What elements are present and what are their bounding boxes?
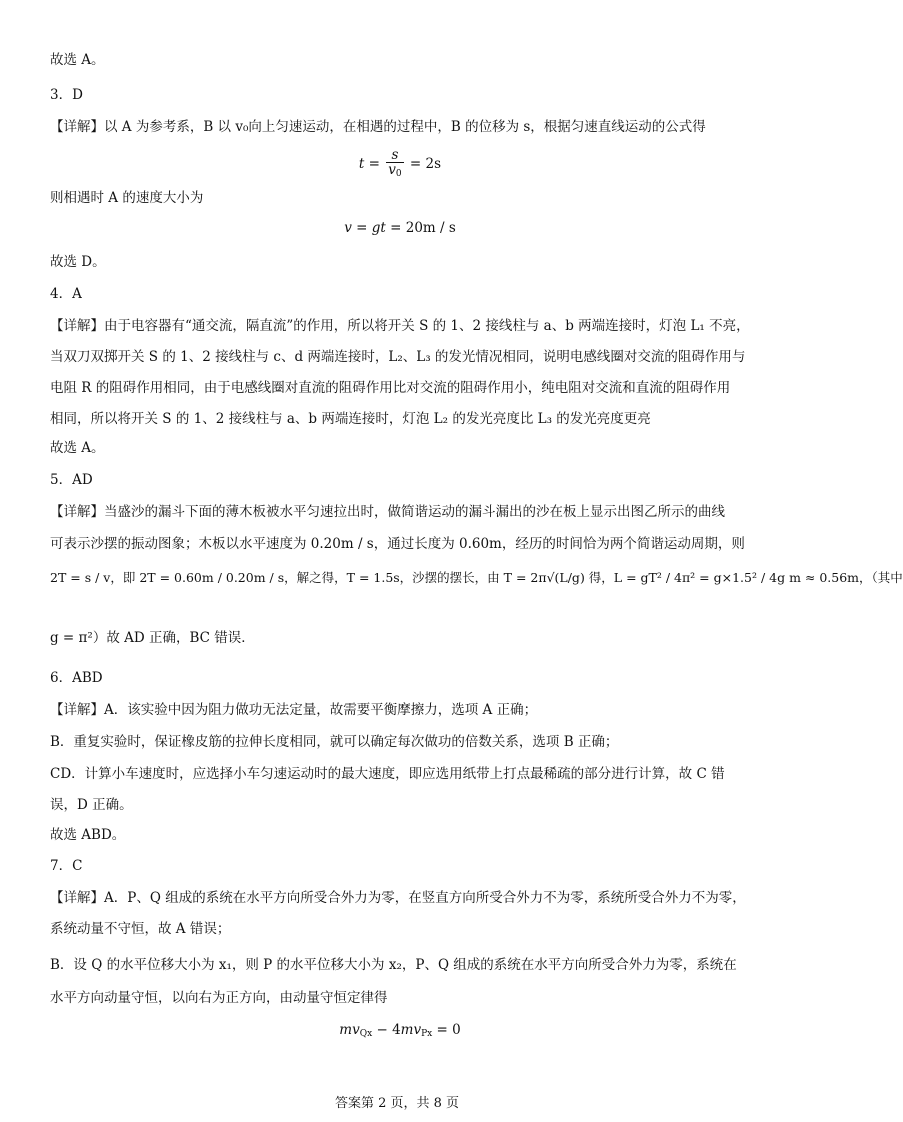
question-3-conclusion: 故选 D。 bbox=[50, 254, 106, 270]
question-5-detail-4: g = π²）故 AD 正确，BC 错误． bbox=[50, 630, 255, 646]
question-6-conclusion: 故选 ABD。 bbox=[50, 827, 126, 843]
question-6-option-a: 【详解】A．该实验中因为阻力做功无法定量，故需要平衡摩擦力，选项 A 正确； bbox=[50, 702, 538, 718]
question-6-option-cd-1: CD．计算小车速度时，应选择小车匀速运动时的最大速度，即应选用纸带上打点最稀疏的部分进行计算，故 C 错 bbox=[50, 766, 725, 782]
question-4-detail-4: 相同，所以将开关 S 的 1、2 接线柱与 a、b 两端连接时，灯泡 L₂ 的发光亮度比 L₃ 的发光亮度更亮 bbox=[50, 411, 651, 427]
page-footer: 答案第 2 页，共 8 页 bbox=[334, 1096, 460, 1111]
question-3-equation-1: t = $\frac{s}{v_0}$ = 2s bbox=[358, 147, 442, 179]
question-6-option-cd-2: 误，D 正确。 bbox=[50, 797, 133, 813]
question-7-equation: $mv_{Qx} - 4mv_{Px} = 0$ bbox=[339, 1022, 461, 1039]
question-3-answer: 3．D bbox=[50, 87, 83, 103]
question-7-option-b-2: 水平方向动量守恒，以向右为正方向，由动量守恒定律得 bbox=[50, 990, 388, 1006]
question-6-option-b: B．重复实验时，保证橡皮筋的拉伸长度相同，就可以确定每次做功的倍数关系，选项 B 正确； bbox=[50, 734, 619, 750]
question-4-answer: 4．A bbox=[50, 286, 82, 302]
question-3-detail: 【详解】以 A 为参考系，B 以 v₀向上匀速运动，在相遇的过程中，B 的位移为 s，根据匀速直线运动的公式得 bbox=[50, 119, 706, 135]
question-7-option-a-2: 系统动量不守恒，故 A 错误； bbox=[50, 921, 231, 937]
question-5-detail-2: 可表示沙摆的振动图象；木板以水平速度为 0.20m / s，通过长度为 0.60m，经历的时间恰为两个简谐运动周期，则 bbox=[50, 536, 745, 552]
question-5-answer: 5．AD bbox=[50, 472, 93, 488]
question-4-detail-2: 当双刀双掷开关 S 的 1、2 接线柱与 c、d 两端连接时，L₂、L₃ 的发光情况相同，说明电感线圈对交流的阻碍作用与 bbox=[50, 349, 746, 365]
question-7-option-b-1: B．设 Q 的水平位移大小为 x₁，则 P 的水平位移大小为 x₂，P、Q 组成的系统在水平方向所受合外力为零，系统在 bbox=[50, 957, 737, 973]
question-5-detail-3: 2T = s / v，即 2T = 0.60m / 0.20m / s，解之得，T = 1.5s，沙摆的摆长，由 T = 2π√(L/g) 得，L = gT² / 4π² = g×1.5² / 4g m ≈ 0.56m，（其中 bbox=[50, 570, 903, 585]
question-6-answer: 6．ABD bbox=[50, 670, 103, 686]
question-4-conclusion: 故选 A。 bbox=[50, 440, 105, 456]
question-4-detail-3: 电阻 R 的阻碍作用相同，由于电感线圈对直流的阻碍作用比对交流的阻碍作用小，纯电阻对交流和直流的阻碍作用 bbox=[50, 380, 731, 396]
question-4-detail-1: 【详解】由于电容器有“通交流，隔直流”的作用，所以将开关 S 的 1、2 接线柱与 a、b 两端连接时，灯泡 L₁ 不亮， bbox=[50, 318, 750, 334]
conclusion-line: 故选 A。 bbox=[50, 52, 105, 68]
question-5-detail-1: 【详解】当盛沙的漏斗下面的薄木板被水平匀速拉出时，做简谐运动的漏斗漏出的沙在板上显示出图乙所示的曲线 bbox=[50, 504, 725, 520]
question-3-equation-2: v = gt = 20m / s bbox=[344, 220, 456, 236]
question-3-middle: 则相遇时 A 的速度大小为 bbox=[50, 190, 204, 206]
question-7-answer: 7．C bbox=[50, 858, 83, 874]
question-7-option-a-1: 【详解】A．P、Q 组成的系统在水平方向所受合外力为零，在竖直方向所受合外力不为零，系统所受合外力不为零， bbox=[50, 890, 746, 906]
